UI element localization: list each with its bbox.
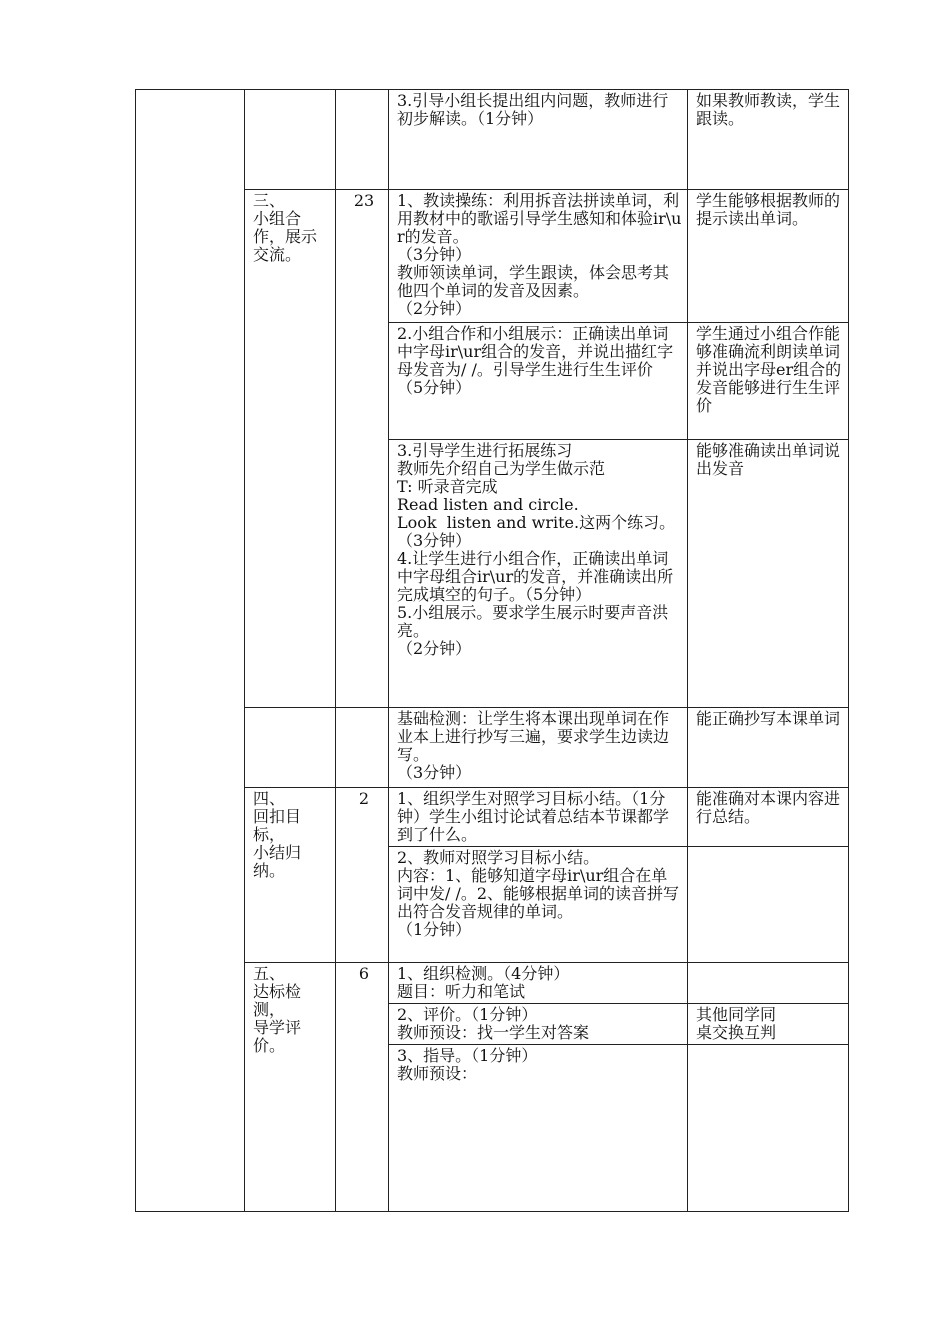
text-line: 3.引导学生进行拓展练习 [397, 441, 573, 460]
text-line: 3.引导小组长提出组内问题，教师进行初步解读。（1分钟） [397, 91, 669, 128]
text-line: （2分钟） [397, 639, 472, 658]
phase-label [245, 190, 336, 708]
text-line: （5分钟） [397, 378, 472, 397]
text-line: 教师先介绍自己为学生做示范 [397, 459, 606, 478]
text-line: 4.让学生进行小组合作，正确读出单词中字母组合ir\ur的发音，并准确读出所完成填空的句子。（5分钟） [397, 549, 674, 604]
outcome-cell [688, 963, 849, 1004]
activity-cell [389, 708, 688, 788]
text-line: （1分钟） [397, 920, 472, 939]
outcome-cell [688, 708, 849, 788]
text-line: 5.小组展示。要求学生展示时要声音洪亮。 [397, 603, 669, 640]
text-line: 四、 [253, 789, 286, 808]
activity-cell [389, 847, 688, 963]
outcome-cell [688, 847, 849, 963]
text-line: 桌交换互判 [696, 1023, 777, 1042]
phase-label [245, 963, 336, 1212]
outcome-cell [688, 90, 849, 190]
minutes-value: 6 [336, 963, 389, 1212]
text-line: 教师预设： [397, 1064, 478, 1083]
text-line: T: 听录音完成 [397, 477, 498, 496]
text-line: 1、教读操练：利用拆音法拼读单词，利用教材中的歌谣引导学生感知和体验ir\ur的发音。 [397, 191, 682, 246]
phase-cell [245, 90, 336, 190]
text-line: 如果教师教读，学生跟读。 [696, 91, 841, 128]
activity-cell [389, 440, 688, 708]
text-line: 学生能够根据教师的提示读出单词。 [696, 191, 841, 228]
phase-cell [245, 708, 336, 788]
outcome-cell [688, 1004, 849, 1045]
text-line: 达标检测， [253, 982, 302, 1019]
text-line: 能准确对本课内容进行总结。 [696, 789, 841, 826]
text-line: 3、指导。（1分钟） [397, 1046, 538, 1065]
text-line: 2、教师对照学习目标小结。 [397, 848, 600, 867]
text-line: Read listen and circle. [397, 495, 579, 514]
text-line: Look listen and write.这两个练习。 [397, 513, 676, 532]
text-line: 五、 [253, 964, 286, 983]
activity-cell [389, 1045, 688, 1212]
minutes-value: 2 [336, 788, 389, 963]
text-line: 题目：听力和笔试 [397, 982, 526, 1001]
lesson-plan-table [135, 89, 849, 1212]
text-line: （3分钟） [397, 531, 472, 550]
text-line: 小组合作，展示交流。 [253, 209, 318, 264]
text-line: 三、 [253, 191, 286, 210]
text-line: 教师预设：找一学生对答案 [397, 1023, 590, 1042]
text-line: 2.小组合作和小组展示：正确读出单词中字母ir\ur组合的发音，并说出描红字母发音为/ /。引导学生进行生生评价 [397, 324, 674, 379]
phase-label [245, 788, 336, 963]
minutes-value: 23 [336, 190, 389, 708]
blank-left-column [136, 90, 245, 1212]
outcome-cell [688, 788, 849, 847]
text-line: 基础检测：让学生将本课出现单词在作业本上进行抄写三遍，要求学生边读边写。 [397, 709, 670, 764]
text-line: （3分钟） [397, 245, 472, 264]
outcome-cell [688, 190, 849, 323]
text-line: 内容：1、能够知道字母ir\ur组合在单词中发/ /。2、能够根据单词的读音拼写出符合发音规律的单词。 [397, 866, 680, 921]
activity-cell [389, 963, 688, 1004]
text-line: 2、评价。（1分钟） [397, 1005, 538, 1024]
text-line: 能够准确读出单词说出发音 [696, 441, 841, 478]
text-line: 回扣目标， [253, 807, 302, 844]
text-line: （3分钟） [397, 763, 472, 782]
table-row [136, 90, 849, 190]
activity-cell [389, 788, 688, 847]
text-line: （2分钟） [397, 299, 472, 318]
outcome-cell [688, 440, 849, 708]
activity-cell [389, 90, 688, 190]
activity-cell [389, 1004, 688, 1045]
minutes-cell [336, 90, 389, 190]
text-line: 小结归纳。 [253, 843, 302, 880]
text-line: 导学评价。 [253, 1018, 302, 1055]
text-line: 学生通过小组合作能够准确流利朗读单词并说出字母er组合的发音能够进行生生评价 [696, 324, 842, 415]
activity-cell [389, 323, 688, 440]
text-line: 1、组织检测。（4分钟） [397, 964, 570, 983]
activity-cell [389, 190, 688, 323]
text-line: 1、组织学生对照学习目标小结。（1分钟）学生小组讨论试着总结本节课都学到了什么。 [397, 789, 670, 844]
outcome-cell [688, 1045, 849, 1212]
minutes-cell [336, 708, 389, 788]
text-line: 教师领读单词，学生跟读，体会思考其他四个单词的发音及因素。 [397, 263, 670, 300]
text-line: 能正确抄写本课单词 [696, 709, 841, 728]
text-line: 其他同学同 [696, 1005, 777, 1024]
outcome-cell [688, 323, 849, 440]
